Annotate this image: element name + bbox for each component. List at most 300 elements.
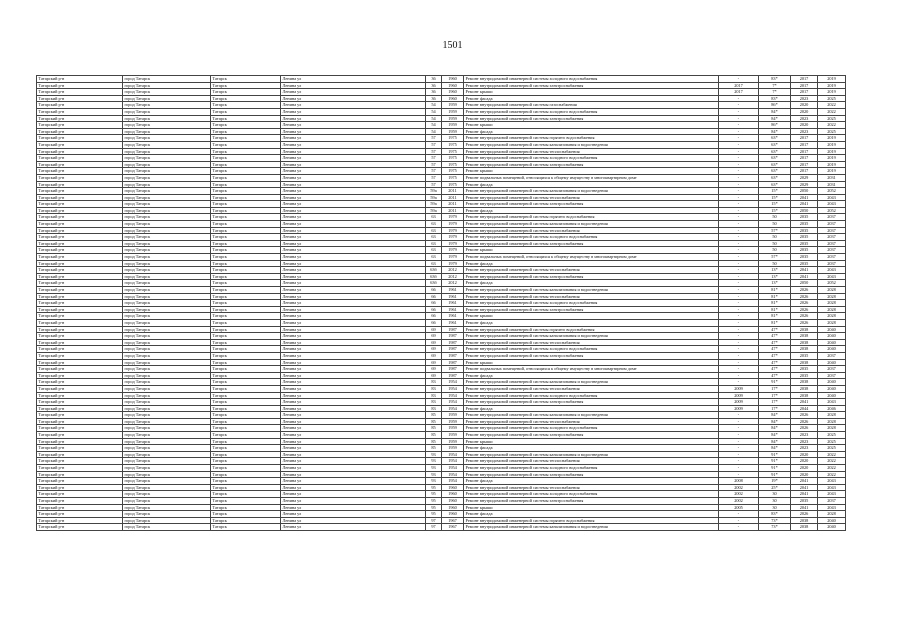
- table-row: [37, 306, 846, 313]
- table-cell-house: 54: [426, 102, 442, 109]
- table-cell-district: Татарский р-н: [37, 405, 123, 412]
- table-cell-locality: Татарск: [211, 306, 281, 313]
- table-cell-built-year: 1960: [442, 491, 464, 498]
- table-cell-wear: 47*: [759, 333, 791, 340]
- table-cell-work: Ремонт внутридомовой инженерной системы канализования и водоотведения: [464, 221, 719, 228]
- table-cell-city: город Татарск: [123, 89, 211, 96]
- table-cell-plan-to: 2031: [818, 181, 846, 188]
- table-cell-built-year: 1979: [442, 234, 464, 241]
- table-cell-street: Ленина ул: [281, 498, 426, 505]
- table-cell-wear: 17*: [759, 405, 791, 412]
- table-cell-street: Ленина ул: [281, 517, 426, 524]
- table-cell-plan-to: 2028: [818, 287, 846, 294]
- table-cell-done-year: -: [719, 76, 759, 83]
- table-cell-street: Ленина ул: [281, 491, 426, 498]
- table-cell-street: Ленина ул: [281, 333, 426, 340]
- table-cell-work: Ремонт внутридомовой инженерной системы канализования и водоотведения: [464, 412, 719, 419]
- table-cell-plan-to: 2028: [818, 412, 846, 419]
- table-row: [37, 82, 846, 89]
- table-cell-built-year: 1961: [442, 313, 464, 320]
- table-cell-city: город Татарск: [123, 267, 211, 274]
- table-cell-built-year: 1975: [442, 161, 464, 168]
- table-cell-built-year: 1967: [442, 517, 464, 524]
- table-cell-plan-from: 2038: [791, 385, 818, 392]
- table-cell-wear: 84*: [759, 412, 791, 419]
- table-cell-street: Ленина ул: [281, 234, 426, 241]
- table-cell-built-year: 1975: [442, 155, 464, 162]
- table-cell-locality: Татарск: [211, 425, 281, 432]
- table-cell-built-year: 1987: [442, 366, 464, 373]
- table-cell-work: Ремонт внутридомовой инженерной системы холодного водоснабжения: [464, 465, 719, 472]
- table-cell-plan-from: 2026: [791, 293, 818, 300]
- table-cell-wear: 47*: [759, 372, 791, 379]
- table-cell-work: Ремонт внутридомовой инженерной системы канализования и водоотведения: [464, 141, 719, 148]
- table-cell-built-year: 1961: [442, 319, 464, 326]
- table-cell-plan-from: 2038: [791, 392, 818, 399]
- table-cell-locality: Татарск: [211, 418, 281, 425]
- table-cell-locality: Татарск: [211, 339, 281, 346]
- table-cell-house: 59а: [426, 188, 442, 195]
- table-cell-work: Ремонт внутридомовой инженерной системы холодного водоснабжения: [464, 300, 719, 307]
- table-cell-done-year: -: [719, 333, 759, 340]
- table-cell-wear: 84*: [759, 432, 791, 439]
- table-cell-done-year: -: [719, 412, 759, 419]
- table-cell-house: 63: [426, 240, 442, 247]
- table-cell-work: Ремонт внутридомовой инженерной системы холодного водоснабжения: [464, 155, 719, 162]
- table-row: [37, 300, 846, 307]
- table-cell-locality: Татарск: [211, 108, 281, 115]
- table-cell-work: Ремонт внутридомовой инженерной системы теплоснабжения: [464, 293, 719, 300]
- table-cell-built-year: 1959: [442, 432, 464, 439]
- table-cell-built-year: 1960: [442, 504, 464, 511]
- table-cell-street: Ленина ул: [281, 260, 426, 267]
- table-cell-district: Татарский р-н: [37, 287, 123, 294]
- table-cell-street: Ленина ул: [281, 254, 426, 261]
- table-cell-work: Ремонт внутридомовой инженерной системы электроснабжения: [464, 273, 719, 280]
- table-cell-built-year: 1987: [442, 359, 464, 366]
- table-cell-house: 97: [426, 517, 442, 524]
- table-cell-district: Татарский р-н: [37, 102, 123, 109]
- table-cell-city: город Татарск: [123, 438, 211, 445]
- table-cell-work: Ремонт внутридомовой инженерной системы канализования и водоотведения: [464, 524, 719, 531]
- table-cell-plan-from: 2026: [791, 418, 818, 425]
- table-cell-locality: Татарск: [211, 385, 281, 392]
- table-cell-plan-from: 2035: [791, 234, 818, 241]
- table-row: [37, 326, 846, 333]
- table-cell-plan-from: 2041: [791, 491, 818, 498]
- table-cell-done-year: -: [719, 293, 759, 300]
- table-cell-done-year: 2008: [719, 478, 759, 485]
- table-cell-house: 95: [426, 511, 442, 518]
- table-cell-work: Ремонт фасада: [464, 445, 719, 452]
- table-cell-work: Ремонт внутридомовой инженерной системы холодного водоснабжения: [464, 346, 719, 353]
- table-cell-done-year: -: [719, 418, 759, 425]
- table-cell-locality: Татарск: [211, 287, 281, 294]
- table-cell-district: Татарский р-н: [37, 412, 123, 419]
- table-cell-street: Ленина ул: [281, 188, 426, 195]
- table-cell-street: Ленина ул: [281, 458, 426, 465]
- table-cell-plan-to: 2040: [818, 385, 846, 392]
- table-cell-city: город Татарск: [123, 346, 211, 353]
- table-cell-street: Ленина ул: [281, 82, 426, 89]
- table-cell-district: Татарский р-н: [37, 181, 123, 188]
- table-cell-plan-from: 2026: [791, 511, 818, 518]
- table-cell-work: Ремонт внутридомовой инженерной системы холодного водоснабжения: [464, 234, 719, 241]
- table-cell-wear: 86*: [759, 122, 791, 129]
- table-cell-done-year: -: [719, 524, 759, 531]
- table-cell-street: Ленина ул: [281, 418, 426, 425]
- table-cell-plan-to: 2025: [818, 432, 846, 439]
- table-cell-street: Ленина ул: [281, 102, 426, 109]
- table-cell-street: Ленина ул: [281, 95, 426, 102]
- page-number: 1501: [442, 40, 463, 51]
- table-cell-plan-to: 2043: [818, 399, 846, 406]
- table-cell-done-year: -: [719, 254, 759, 261]
- table-cell-city: город Татарск: [123, 339, 211, 346]
- table-cell-plan-from: 2038: [791, 326, 818, 333]
- table-cell-house: 93: [426, 471, 442, 478]
- table-row: [37, 524, 846, 531]
- table-cell-built-year: 1975: [442, 148, 464, 155]
- table-cell-plan-from: 2026: [791, 412, 818, 419]
- table-cell-city: город Татарск: [123, 95, 211, 102]
- table-cell-work: Ремонт крыши: [464, 168, 719, 175]
- table-cell-locality: Татарск: [211, 484, 281, 491]
- table-cell-locality: Татарск: [211, 392, 281, 399]
- table-cell-plan-to: 2037: [818, 260, 846, 267]
- table-cell-street: Ленина ул: [281, 319, 426, 326]
- table-row: [37, 392, 846, 399]
- table-cell-plan-to: 2046: [818, 405, 846, 412]
- table-cell-house: 57: [426, 135, 442, 142]
- table-cell-built-year: 1954: [442, 379, 464, 386]
- table-cell-district: Татарский р-н: [37, 432, 123, 439]
- table-cell-built-year: 1959: [442, 115, 464, 122]
- table-cell-work: Ремонт внутридомовой инженерной системы теплоснабжения: [464, 227, 719, 234]
- table-cell-plan-from: 2023: [791, 95, 818, 102]
- table-cell-built-year: 1975: [442, 141, 464, 148]
- table-row: [37, 313, 846, 320]
- table-cell-plan-from: 2017: [791, 161, 818, 168]
- table-cell-house: 57: [426, 161, 442, 168]
- table-cell-locality: Татарск: [211, 155, 281, 162]
- table-cell-wear: 7*: [759, 89, 791, 96]
- table-cell-street: Ленина ул: [281, 524, 426, 531]
- table-cell-done-year: -: [719, 517, 759, 524]
- table-cell-done-year: -: [719, 451, 759, 458]
- table-cell-district: Татарский р-н: [37, 385, 123, 392]
- table-cell-district: Татарский р-н: [37, 451, 123, 458]
- table-cell-house: 69: [426, 366, 442, 373]
- table-row: [37, 102, 846, 109]
- table-cell-work: Ремонт крыши: [464, 359, 719, 366]
- table-cell-street: Ленина ул: [281, 300, 426, 307]
- table-cell-street: Ленина ул: [281, 412, 426, 419]
- table-cell-district: Татарский р-н: [37, 471, 123, 478]
- table-cell-district: Татарский р-н: [37, 498, 123, 505]
- table-cell-plan-from: 2017: [791, 141, 818, 148]
- table-cell-plan-to: 2043: [818, 491, 846, 498]
- table-cell-street: Ленина ул: [281, 227, 426, 234]
- table-cell-wear: 47*: [759, 359, 791, 366]
- table-cell-house: 57: [426, 174, 442, 181]
- table-cell-wear: 91*: [759, 451, 791, 458]
- table-cell-plan-from: 2017: [791, 148, 818, 155]
- table-cell-street: Ленина ул: [281, 287, 426, 294]
- table-cell-wear: 50: [759, 234, 791, 241]
- table-row: [37, 227, 846, 234]
- table-cell-house: 59а: [426, 207, 442, 214]
- table-cell-wear: 50: [759, 260, 791, 267]
- table-cell-locality: Татарск: [211, 95, 281, 102]
- table-cell-plan-to: 2052: [818, 207, 846, 214]
- table-cell-house: 63: [426, 221, 442, 228]
- table-cell-city: город Татарск: [123, 484, 211, 491]
- table-cell-wear: 86*: [759, 102, 791, 109]
- table-cell-plan-from: 2035: [791, 221, 818, 228]
- table-cell-work: Ремонт фасада: [464, 319, 719, 326]
- table-cell-city: город Татарск: [123, 385, 211, 392]
- table-row: [37, 352, 846, 359]
- table-cell-wear: 50: [759, 247, 791, 254]
- table-cell-plan-from: 2035: [791, 498, 818, 505]
- table-cell-street: Ленина ул: [281, 240, 426, 247]
- table-cell-city: город Татарск: [123, 333, 211, 340]
- table-cell-work: Ремонт фасада: [464, 372, 719, 379]
- table-cell-done-year: 2009: [719, 405, 759, 412]
- table-cell-street: Ленина ул: [281, 392, 426, 399]
- table-cell-done-year: -: [719, 458, 759, 465]
- table-cell-plan-from: 2023: [791, 115, 818, 122]
- table-row: [37, 458, 846, 465]
- table-cell-plan-from: 2023: [791, 128, 818, 135]
- table-cell-plan-from: 2050: [791, 188, 818, 195]
- table-cell-wear: 30: [759, 498, 791, 505]
- table-cell-district: Татарский р-н: [37, 207, 123, 214]
- table-cell-plan-from: 2026: [791, 306, 818, 313]
- table-cell-district: Татарский р-н: [37, 399, 123, 406]
- table-cell-district: Татарский р-н: [37, 148, 123, 155]
- table-cell-work: Ремонт внутридомовой инженерной системы горячего водоснабжения: [464, 326, 719, 333]
- table-cell-district: Татарский р-н: [37, 188, 123, 195]
- table-cell-street: Ленина ул: [281, 451, 426, 458]
- table-cell-city: город Татарск: [123, 451, 211, 458]
- table-cell-street: Ленина ул: [281, 511, 426, 518]
- table-cell-built-year: 1959: [442, 128, 464, 135]
- table-cell-city: город Татарск: [123, 102, 211, 109]
- table-cell-done-year: -: [719, 465, 759, 472]
- table-cell-done-year: -: [719, 168, 759, 175]
- table-cell-plan-to: 2037: [818, 221, 846, 228]
- table-cell-locality: Татарск: [211, 240, 281, 247]
- table-cell-house: 66: [426, 287, 442, 294]
- table-cell-house: 85: [426, 418, 442, 425]
- table-cell-plan-from: 2038: [791, 524, 818, 531]
- table-row: [37, 234, 846, 241]
- table-cell-house: 36: [426, 76, 442, 83]
- table-cell-work: Ремонт внутридомовой инженерной системы холодного водоснабжения: [464, 392, 719, 399]
- table-cell-plan-from: 2029: [791, 181, 818, 188]
- table-row: [37, 135, 846, 142]
- table-cell-wear: 13*: [759, 267, 791, 274]
- table-cell-work: Ремонт фасада: [464, 405, 719, 412]
- table-body: [37, 76, 846, 531]
- table-cell-plan-from: 2020: [791, 102, 818, 109]
- table-row: [37, 478, 846, 485]
- table-cell-city: город Татарск: [123, 405, 211, 412]
- table-cell-wear: 63*: [759, 181, 791, 188]
- table-cell-plan-from: 2041: [791, 478, 818, 485]
- table-cell-plan-from: 2041: [791, 273, 818, 280]
- table-cell-wear: 84*: [759, 128, 791, 135]
- table-cell-wear: 63*: [759, 168, 791, 175]
- table-cell-plan-to: 2022: [818, 451, 846, 458]
- table-cell-work: Ремонт внутридомовой инженерной системы горячего водоснабжения: [464, 135, 719, 142]
- table-cell-city: город Татарск: [123, 161, 211, 168]
- table-cell-work: Ремонт фасада: [464, 181, 719, 188]
- table-cell-wear: 57*: [759, 254, 791, 261]
- table-cell-plan-to: 2040: [818, 517, 846, 524]
- table-cell-district: Татарский р-н: [37, 372, 123, 379]
- table-cell-plan-to: 2022: [818, 458, 846, 465]
- table-cell-plan-from: 2035: [791, 260, 818, 267]
- table-cell-house: 59а: [426, 201, 442, 208]
- table-row: [37, 128, 846, 135]
- table-cell-wear: 84*: [759, 115, 791, 122]
- table-cell-done-year: -: [719, 260, 759, 267]
- table-cell-wear: 84*: [759, 418, 791, 425]
- table-cell-wear: 83*: [759, 95, 791, 102]
- table-cell-city: город Татарск: [123, 372, 211, 379]
- table-cell-street: Ленина ул: [281, 108, 426, 115]
- table-cell-built-year: 1979: [442, 247, 464, 254]
- table-cell-house: 93: [426, 458, 442, 465]
- table-row: [37, 161, 846, 168]
- table-row: [37, 273, 846, 280]
- table-cell-plan-to: 2019: [818, 155, 846, 162]
- table-cell-street: Ленина ул: [281, 504, 426, 511]
- table-cell-plan-to: 2025: [818, 438, 846, 445]
- table-cell-city: город Татарск: [123, 122, 211, 129]
- table-cell-city: город Татарск: [123, 465, 211, 472]
- table-row: [37, 471, 846, 478]
- table-cell-house: 54: [426, 122, 442, 129]
- table-cell-done-year: -: [719, 122, 759, 129]
- table-cell-locality: Татарск: [211, 254, 281, 261]
- table-cell-house: 85: [426, 425, 442, 432]
- table-cell-built-year: 1961: [442, 306, 464, 313]
- table-cell-district: Татарский р-н: [37, 359, 123, 366]
- table-cell-district: Татарский р-н: [37, 201, 123, 208]
- table-cell-plan-to: 2040: [818, 326, 846, 333]
- table-cell-plan-to: 2022: [818, 471, 846, 478]
- table-cell-city: город Татарск: [123, 148, 211, 155]
- table-cell-plan-from: 2041: [791, 484, 818, 491]
- table-cell-city: город Татарск: [123, 240, 211, 247]
- table-cell-locality: Татарск: [211, 438, 281, 445]
- table-cell-city: город Татарск: [123, 300, 211, 307]
- table-cell-wear: 47*: [759, 352, 791, 359]
- table-cell-work: Ремонт фасада: [464, 478, 719, 485]
- table-cell-district: Татарский р-н: [37, 115, 123, 122]
- table-cell-plan-to: 2019: [818, 148, 846, 155]
- table-cell-district: Татарский р-н: [37, 524, 123, 531]
- table-cell-done-year: -: [719, 207, 759, 214]
- table-cell-done-year: 2009: [719, 392, 759, 399]
- table-cell-locality: Татарск: [211, 122, 281, 129]
- table-cell-locality: Татарск: [211, 273, 281, 280]
- table-cell-district: Татарский р-н: [37, 438, 123, 445]
- table-cell-work: Ремонт фасада: [464, 280, 719, 287]
- table-cell-work: Ремонт фасада: [464, 128, 719, 135]
- table-cell-wear: 47*: [759, 326, 791, 333]
- table-cell-done-year: -: [719, 155, 759, 162]
- table-cell-street: Ленина ул: [281, 405, 426, 412]
- table-cell-wear: 17*: [759, 392, 791, 399]
- table-cell-work: Ремонт фасада: [464, 95, 719, 102]
- table-cell-done-year: -: [719, 326, 759, 333]
- table-cell-house: 57: [426, 141, 442, 148]
- table-cell-work: Ремонт крыши: [464, 438, 719, 445]
- table-cell-wear: 47*: [759, 346, 791, 353]
- table-cell-house: 59а: [426, 194, 442, 201]
- table-cell-city: город Татарск: [123, 76, 211, 83]
- table-cell-done-year: -: [719, 287, 759, 294]
- table-cell-built-year: 2012: [442, 280, 464, 287]
- table-cell-locality: Татарск: [211, 227, 281, 234]
- table-cell-wear: 81*: [759, 300, 791, 307]
- table-cell-wear: 84*: [759, 425, 791, 432]
- table-cell-done-year: -: [719, 201, 759, 208]
- table-cell-work: Ремонт крыши: [464, 89, 719, 96]
- table-cell-plan-to: 2019: [818, 89, 846, 96]
- table-cell-street: Ленина ул: [281, 201, 426, 208]
- table-cell-built-year: 1961: [442, 293, 464, 300]
- table-cell-plan-from: 2020: [791, 465, 818, 472]
- table-row: [37, 333, 846, 340]
- table-cell-city: город Татарск: [123, 326, 211, 333]
- table-cell-work: Ремонт фасада: [464, 207, 719, 214]
- table-cell-done-year: -: [719, 359, 759, 366]
- table-cell-done-year: -: [719, 221, 759, 228]
- table-row: [37, 498, 846, 505]
- table-cell-city: город Татарск: [123, 313, 211, 320]
- table-cell-plan-to: 2031: [818, 174, 846, 181]
- table-cell-street: Ленина ул: [281, 359, 426, 366]
- table-cell-city: город Татарск: [123, 366, 211, 373]
- table-cell-street: Ленина ул: [281, 346, 426, 353]
- table-cell-plan-to: 2037: [818, 227, 846, 234]
- table-cell-house: 63: [426, 260, 442, 267]
- table-cell-locality: Татарск: [211, 498, 281, 505]
- table-cell-city: город Татарск: [123, 254, 211, 261]
- table-cell-built-year: 1979: [442, 227, 464, 234]
- table-cell-built-year: 1954: [442, 399, 464, 406]
- table-cell-work: Ремонт внутридомовой инженерной системы холодного водоснабжения: [464, 108, 719, 115]
- table-cell-district: Татарский р-н: [37, 306, 123, 313]
- table-cell-done-year: -: [719, 240, 759, 247]
- table-cell-done-year: -: [719, 319, 759, 326]
- table-cell-work: Ремонт внутридомовой инженерной системы электроснабжения: [464, 471, 719, 478]
- table-cell-city: город Татарск: [123, 425, 211, 432]
- table-cell-work: Ремонт внутридомовой инженерной системы холодного водоснабжения: [464, 491, 719, 498]
- table-cell-wear: 83*: [759, 76, 791, 83]
- table-cell-work: Ремонт внутридомовой инженерной системы электроснабжения: [464, 306, 719, 313]
- table-cell-house: 83: [426, 379, 442, 386]
- table-cell-done-year: 2017: [719, 82, 759, 89]
- table-cell-house: 69: [426, 326, 442, 333]
- table-cell-plan-to: 2040: [818, 524, 846, 531]
